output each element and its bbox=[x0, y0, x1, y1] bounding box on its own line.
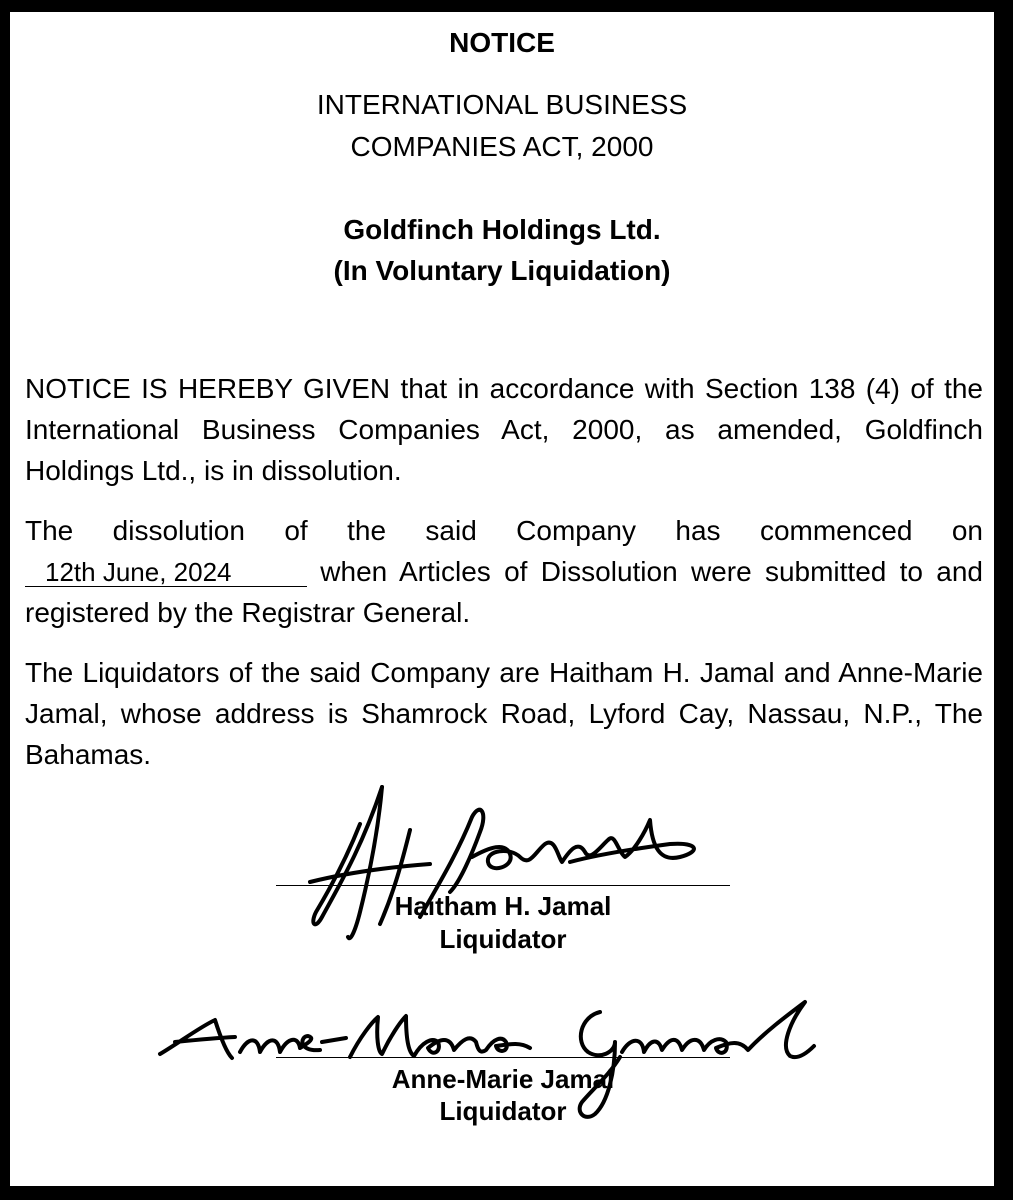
company-name: Goldfinch Holdings Ltd. bbox=[343, 214, 661, 245]
act-title-line-1: INTERNATIONAL BUSINESS bbox=[316, 89, 688, 120]
company-heading bbox=[10, 209, 994, 291]
signatory-1-name: Haitham H. Jamal bbox=[394, 891, 612, 921]
act-title-line-2: COMPANIES ACT, 2000 bbox=[350, 131, 654, 162]
signatory-1-role: Liquidator bbox=[439, 924, 567, 954]
signature-2-stroke-f bbox=[622, 1002, 814, 1057]
company-status: (In Voluntary Liquidation) bbox=[333, 255, 671, 286]
signature-line-1 bbox=[276, 885, 730, 886]
signature-2-stroke-a bbox=[160, 1020, 235, 1058]
signature-2-stroke-d bbox=[350, 1016, 530, 1057]
paragraph-dissolution-notice: NOTICE IS HEREBY GIVEN that in accordance with Section 138 (4) of the International Business Companies Act, 2000, as amended, Goldfinch Holdings Ltd., is in dissolution. bbox=[25, 373, 983, 486]
commencement-text-after: when Articles of Dissolution were submitted to and registered by the Registrar General. bbox=[25, 556, 983, 628]
notice-title: NOTICE bbox=[449, 27, 555, 58]
paragraph-liquidators: The Liquidators of the said Company are Haitham H. Jamal and Anne-Marie Jamal, whose address is Shamrock Road, Lyford Cay, Nassau, N.P., The Bahamas. bbox=[25, 657, 983, 770]
signature-line-2 bbox=[276, 1057, 730, 1058]
act-title bbox=[10, 84, 994, 168]
signatory-2-role: Liquidator bbox=[439, 1096, 567, 1126]
signature-1-stroke-e bbox=[472, 820, 694, 868]
paragraph-commencement bbox=[25, 510, 983, 633]
commencement-text-before: The dissolution of the said Company has commenced on bbox=[25, 515, 983, 546]
notice-page bbox=[10, 12, 994, 1186]
signature-2-stroke-b bbox=[240, 1036, 320, 1052]
signatory-2-name: Anne-Marie Jamal bbox=[391, 1064, 615, 1094]
signature-2-stroke-c bbox=[322, 1038, 346, 1042]
commencement-date: 12th June, 2024 bbox=[25, 558, 307, 587]
